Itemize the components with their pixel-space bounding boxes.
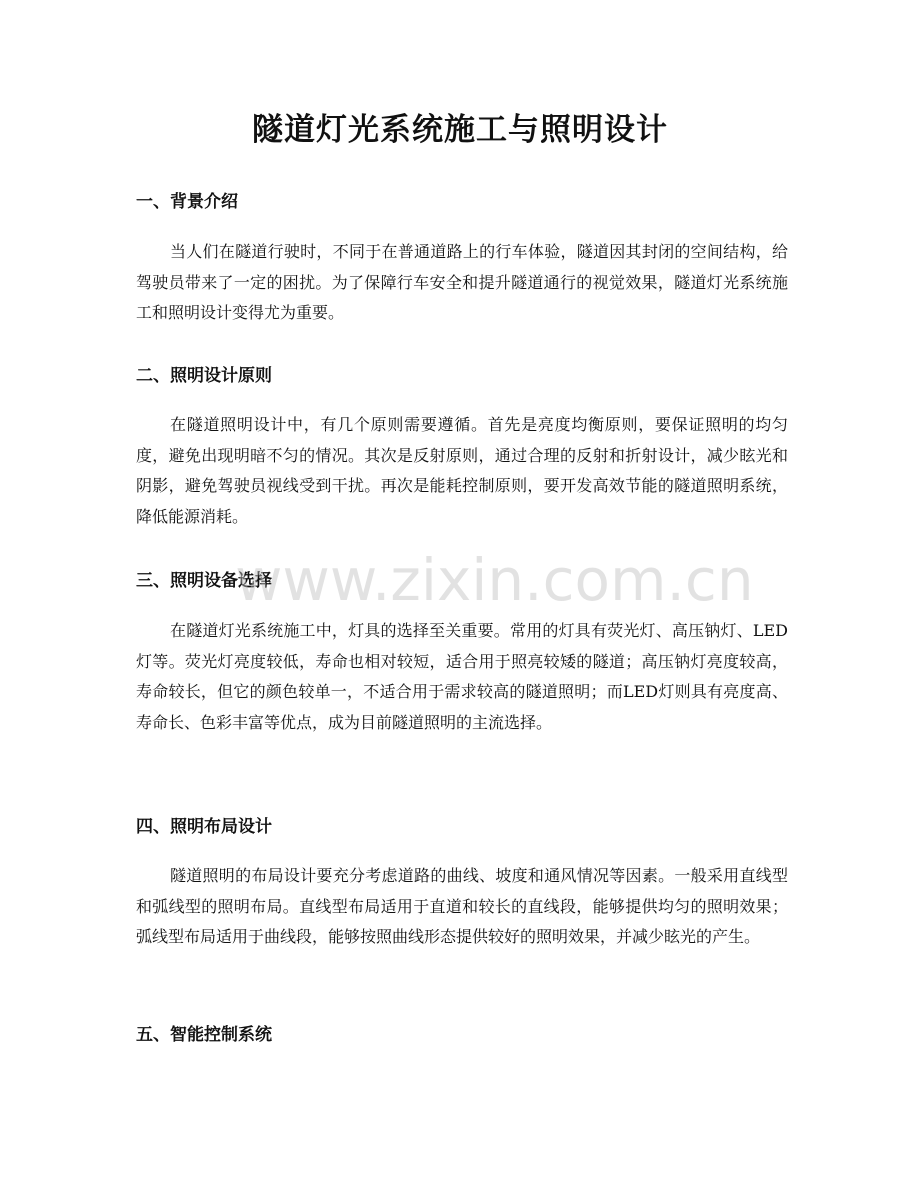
section-heading-smart-control: 五、智能控制系统: [136, 1025, 272, 1045]
section-heading-equipment-selection: 三、照明设备选择: [136, 571, 272, 591]
page-title: 隧道灯光系统施工与照明设计: [252, 112, 668, 148]
section-paragraph-layout-design: 隧道照明的布局设计要充分考虑道路的曲线、坡度和通风情况等因素。一般采用直线型和弧线型的照明布局。直线型布局适用于直道和较长的直线段，能够提供均匀的照明效果；弧线型布局适用于曲线段，能够按照曲线形态提供较好的照明效果，并减少眩光的产生。: [136, 866, 788, 946]
section-heading-background: 一、背景介绍: [136, 192, 238, 212]
section-paragraph-equipment-selection: 在隧道灯光系统施工中，灯具的选择至关重要。常用的灯具有荧光灯、高压钠灯、LED灯等。荧光灯亮度较低，寿命也相对较短，适合用于照亮较矮的隧道；高压钠灯亮度较高，寿命较长，但它的颜色较单一，不适合用于需求较高的隧道照明；而LED灯则具有亮度高、寿命长、色彩丰富等优点，成为目前隧道照明的主流选择。: [136, 621, 788, 732]
section-paragraph-design-principles: 在隧道照明设计中，有几个原则需要遵循。首先是亮度均衡原则，要保证照明的均匀度，避免出现明暗不匀的情况。其次是反射原则，通过合理的反射和折射设计，减少眩光和阴影，避免驾驶员视线受到干扰。再次是能耗控制原则，要开发高效节能的隧道照明系统，降低能源消耗。: [136, 415, 788, 526]
section-heading-design-principles: 二、照明设计原则: [136, 366, 272, 386]
watermark: www.zixin.com.cn: [235, 546, 754, 614]
section-heading-layout-design: 四、照明布局设计: [136, 817, 272, 837]
section-paragraph-background: 当人们在隧道行驶时，不同于在普通道路上的行车体验，隧道因其封闭的空间结构，给驾驶员带来了一定的困扰。为了保障行车安全和提升隧道通行的视觉效果，隧道灯光系统施工和照明设计变得尤为重要。: [136, 242, 788, 322]
